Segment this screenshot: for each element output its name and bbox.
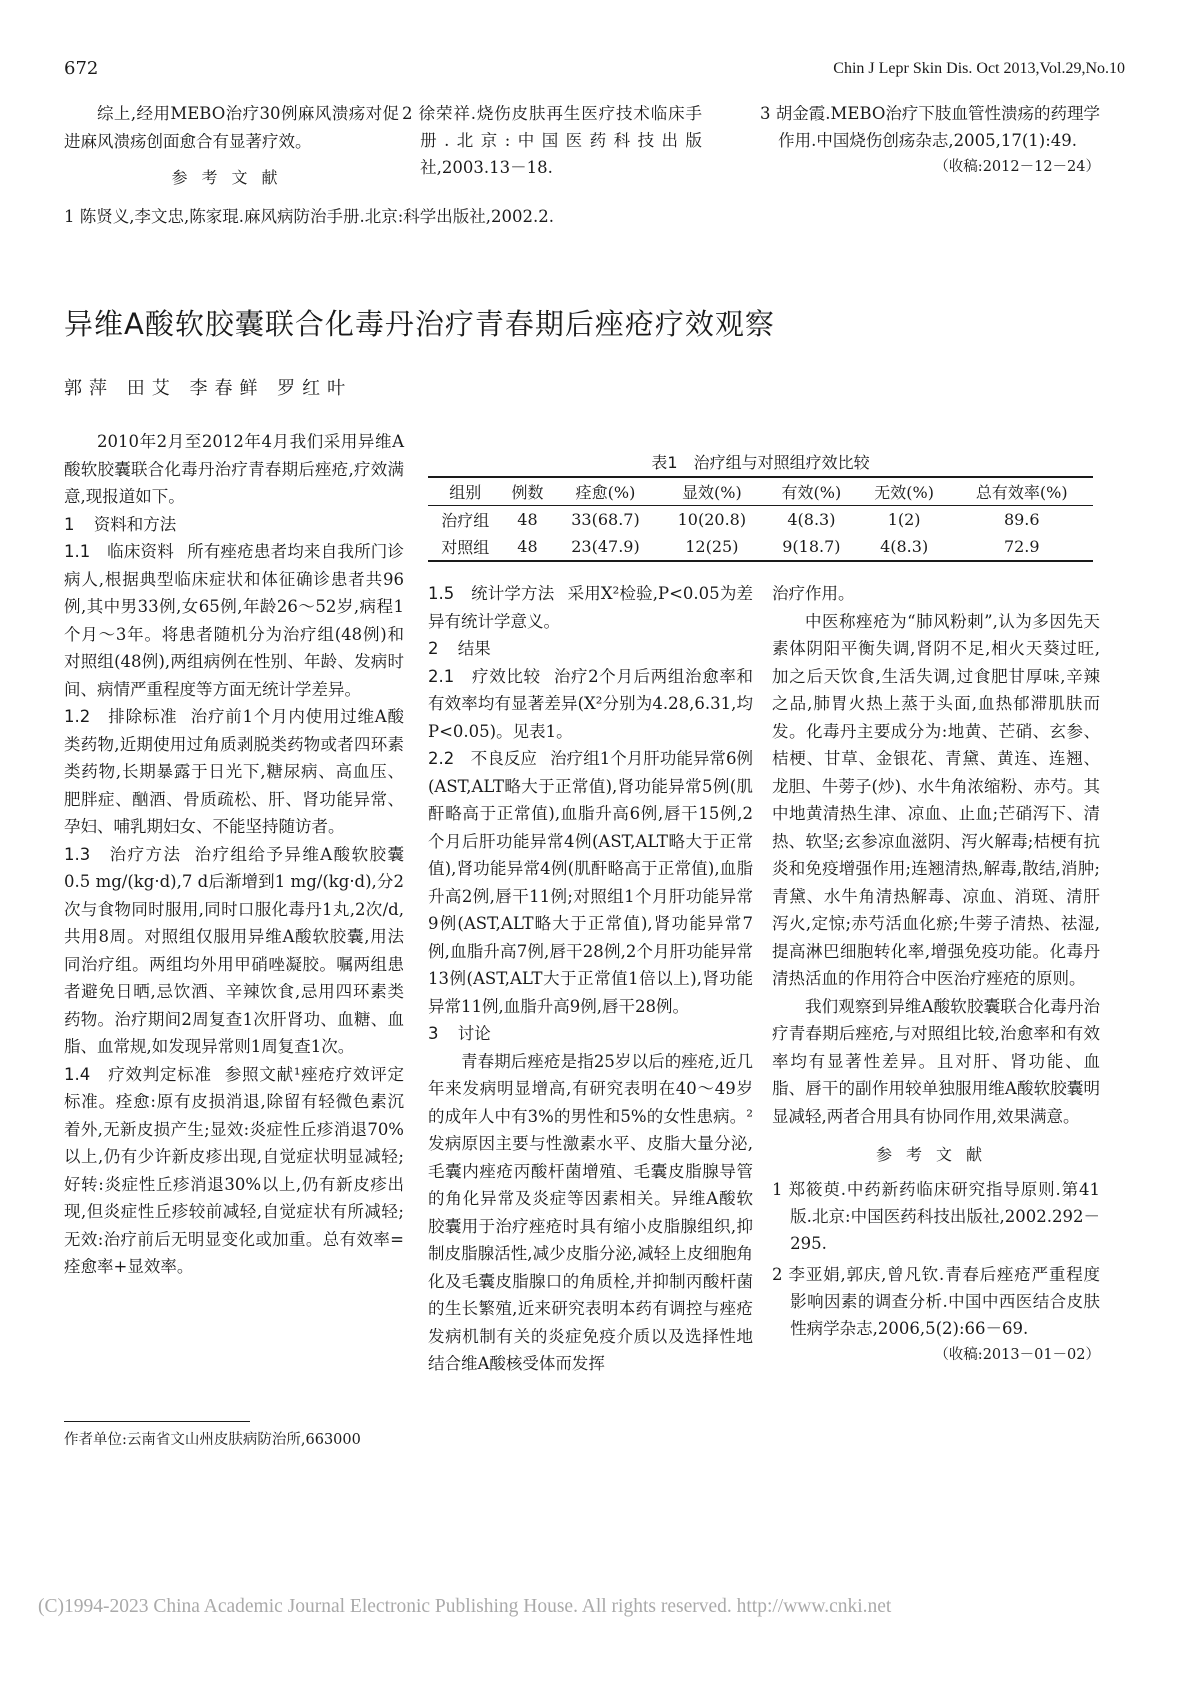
table-cell: 48	[517, 537, 538, 556]
ref-1: 1 郑筱萸.中药新药临床研究指导原则.第41版.北京:中国医药科技出版社,2002.292－295.	[772, 1180, 1100, 1253]
section-2-title: 结果	[457, 639, 491, 658]
table-header-cell: 有效(%)	[781, 483, 842, 502]
results-table	[428, 476, 1093, 562]
discussion-paragraph-1: 青春期后痤疮是指25岁以后的痤疮,近几年来发病明显增高,有研究表明在40～49岁的成年人中有3%的男性和5%的女性患病。² 发病原因主要与性激素水平、皮脂大量分泌,毛囊内痤疮丙酸杆菌增殖、毛囊皮脂腺导管的角化异常及炎症等因素相关。异维A酸软胶囊用于治疗痤疮时具有缩小皮脂腺组织,抑制皮脂腺活性,减少皮脂分泌,减轻上皮细胞角化及毛囊皮脂腺口的角质栓,并抑制丙酸杆菌的生长繁殖,近来研究表明本药有调控与痤疮发病机制有关的炎症免疫介质以及选择性地结合维A酸核受体而发挥	[428, 1051, 753, 1373]
journal-header: Chin J Lepr Skin Dis. Oct 2013,Vol.29,No.10	[833, 60, 1125, 77]
copyright-footer: (C)1994-2023 China Academic Journal Electronic Publishing House. All rights reserved. http://www.cnki.net	[38, 1596, 892, 1617]
section-2-number: 2	[428, 639, 439, 658]
section-2-heading	[428, 635, 753, 663]
table-header-cell: 总有效率(%)	[975, 483, 1068, 502]
prev-received-date: （收稿:2012－12－24）	[934, 159, 1100, 175]
received-date: （收稿:2013－01－02）	[934, 1347, 1100, 1363]
discussion-paragraph-2: 中医称痤疮为“肺风粉刺”,认为多因先天素体阴阳平衡失调,肾阴不足,相火天葵过旺,加之后天饮食,生活失调,过食肥甘厚味,辛辣之品,肺胃火热上蒸于头面,血热郁滞肌肤而发。化毒丹主要成分为:地黄、芒硝、玄参、桔梗、甘草、金银花、青黛、黄连、连翘、龙胆、牛蒡子(炒)、水牛角浓缩粉、赤芍。其中地黄清热生津、凉血、止血;芒硝泻下、清热、软坚;玄参凉血滋阴、泻火解毒;桔梗有抗炎和免疫增强作用;连翘清热,解毒,散结,消肿;青黛、水牛角清热解毒、凉血、消斑、清肝泻火,定惊;赤芍活血化瘀;牛蒡子清热、祛湿,提高淋巴细胞转化率,增强免疫功能。化毒丹清热活血的作用符合中医治疗痤疮的原则。	[772, 611, 1100, 988]
section-1-title: 资料和方法	[93, 514, 177, 534]
footnote-rule	[64, 1421, 250, 1422]
s15-label: 1.5 统计学方法	[428, 584, 555, 603]
prev-article-col3	[760, 100, 1100, 180]
left-column	[64, 428, 404, 1281]
table-row	[428, 506, 1093, 534]
table-cell: 23(47.9)	[571, 537, 640, 556]
table-cell: 89.6	[1003, 510, 1040, 529]
s22-text: 治疗组1个月肝功能异常6例(AST,ALT略大于正常值),肾功能异常5例(肌酐略高于正常值),血脂升高6例,唇干15例,2个月后肝功能异常4例(AST,ALT略大于正常值),肾功能异常4例(肌酐略高于正常值),血脂升高2例,唇干11例;对照组1个月肝功能异常9例(AST,ALT略大于正常值),肾功能异常7例,血脂升高7例,唇干28例,2个月肝功能异常13例(AST,ALT大于正常值1倍以上),肾功能异常11例,血脂升高9例,唇干28例。	[428, 749, 753, 1016]
intro-paragraph: 2010年2月至2012年4月我们采用异维A酸软胶囊联合化毒丹治疗青春期后痤疮,疗效满意,现报道如下。	[64, 432, 404, 506]
section-1-heading	[64, 511, 404, 539]
s11-label: 1.1 临床资料	[64, 542, 174, 561]
section-3-heading	[428, 1020, 753, 1048]
author-affiliation: 作者单位:云南省文山州皮肤病防治所,663000	[64, 1432, 361, 1448]
s13-label: 1.3 治疗方法	[64, 844, 182, 864]
right-column	[772, 580, 1100, 1368]
prev-refs-heading: 参考文献	[171, 168, 292, 187]
page-number: 672	[64, 58, 99, 79]
table-cell: 对照组	[441, 538, 490, 557]
table-header-row	[428, 477, 1093, 506]
prev-article-col2	[402, 100, 702, 181]
section-1-number: 1	[64, 514, 75, 534]
ref-2: 2 李亚娟,郭庆,曾凡钦.青春后痤疮严重程度影响因素的调查分析.中国中西医结合皮肤性病学杂志,2006,5(2):66－69.	[772, 1265, 1100, 1338]
prev-ref-2: 2 徐荣祥.烧伤皮肤再生医疗技术临床手册.北京:中国医药科技出版社,2003.13－18.	[402, 104, 702, 177]
section-3-title: 讨论	[457, 1024, 491, 1043]
results-table-block	[428, 450, 1093, 562]
table-cell: 12(25)	[685, 537, 739, 556]
table-header-cell: 显效(%)	[682, 483, 742, 502]
s14-label: 1.4 疗效判定标准	[64, 1064, 212, 1084]
table-header-cell: 无效(%)	[874, 483, 934, 502]
discussion-paragraph-1-end: 治疗作用。	[772, 584, 855, 603]
section-3-number: 3	[428, 1024, 439, 1043]
s12-label: 1.2 排除标准	[64, 707, 178, 726]
s22-label: 2.2 不良反应	[428, 749, 537, 768]
refs-heading: 参考文献	[875, 1145, 996, 1164]
table-cell: 10(20.8)	[677, 510, 747, 529]
middle-column	[428, 580, 753, 1378]
discussion-paragraph-3: 我们观察到异维A酸软胶囊联合化毒丹治疗青春期后痤疮,与对照组比较,治愈率和有效率均有显著性差异。且对肝、肾功能、血脂、唇干的副作用较单独服用维A酸软胶囊明显减轻,两者合用具有协同作用,效果满意。	[772, 996, 1100, 1126]
article-authors: 郭萍 田艾 李春鲜 罗红叶	[64, 378, 353, 399]
table-cell: 72.9	[1003, 537, 1040, 556]
table-row	[428, 533, 1093, 561]
table-header-cell: 组别	[449, 483, 482, 502]
s15-text: 采用X²检验,P<0.05为差异有统计学意义。	[428, 584, 753, 631]
article-title: 异维A酸软胶囊联合化毒丹治疗青春期后痤疮疗效观察	[64, 307, 775, 341]
s12-text: 治疗前1个月内使用过维A酸类药物,近期使用过角质剥脱类药物或者四环素类药物,长期暴露于日光下,糖尿病、高血压、肥胖症、酗酒、骨质疏松、肝、肾功能异常、孕妇、哺乳期妇女、不能坚持随访者。	[64, 707, 404, 836]
prev-conclusion: 综上,经用MEBO治疗30例麻风溃疡对促进麻风溃疡创面愈合有显著疗效。	[64, 104, 399, 151]
table-cell: 4(8.3)	[787, 510, 836, 529]
table-cell: 治疗组	[441, 511, 490, 530]
table-cell: 48	[517, 510, 538, 529]
table-cell: 1(2)	[887, 510, 921, 529]
s21-text: 治疗2个月后两组治愈率和有效率均有显著差异(X²分别为4.28,6.31,均P<0.05)。见表1。	[428, 666, 753, 741]
table-cell: 9(18.7)	[782, 537, 841, 556]
s21-label: 2.1 疗效比较	[428, 666, 541, 686]
prev-ref-3: 3 胡金霞.MEBO治疗下肢血管性溃疡的药理学作用.中国烧伤创疡杂志,2005,17(1):49.	[760, 104, 1100, 150]
table-caption: 表1 治疗组与对照组疗效比较	[651, 453, 870, 472]
table-header-cell: 例数	[511, 483, 544, 502]
table-cell: 4(8.3)	[880, 537, 929, 556]
s13-text: 治疗组给予异维A酸软胶囊0.5 mg/(kg·d),7 d后渐增到1 mg/(kg·d),分2次与食物同时服用,同时口服化毒丹1丸,2次/d,共用8周。对照组仅服用异维A酸软胶囊,用法同治疗组。两组均外用甲硝唑凝胶。嘱两组患者避免日晒,忌饮酒、辛辣饮食,忌用四环素类药物。治疗期间2周复查1次肝肾功、血糖、血脂、血常规,如发现异常则1周复查1次。	[64, 844, 404, 1056]
s14-text: 参照文献¹痤疮疗效评定标准。痊愈:原有皮损消退,除留有轻微色素沉着外,无新皮损产生;显效:炎症性丘疹消退70%以上,仍有少许新皮疹出现,自觉症状明显减轻;好转:炎症性丘疹消退30%以上,仍有新皮疹出现,但炎症性丘疹较前减轻,自觉症状有所减轻;无效:治疗前后无明显变化或加重。总有效率=痊愈率+显效率。	[64, 1064, 404, 1276]
prev-ref-1: 1 陈贤义,李文忠,陈家琨.麻风病防治手册.北京:科学出版社,2002.2.	[64, 207, 555, 226]
s11-text: 所有痤疮患者均来自我所门诊病人,根据典型临床症状和体征确诊患者共96例,其中男33例,女65例,年龄26～52岁,病程1个月～3年。将患者随机分为治疗组(48例)和对照组(48例),两组病例在性别、年龄、发病时间、病情严重程度等方面无统计学差异。	[64, 542, 405, 699]
table-cell: 33(68.7)	[571, 510, 640, 529]
table-header-cell: 痊愈(%)	[575, 483, 636, 502]
